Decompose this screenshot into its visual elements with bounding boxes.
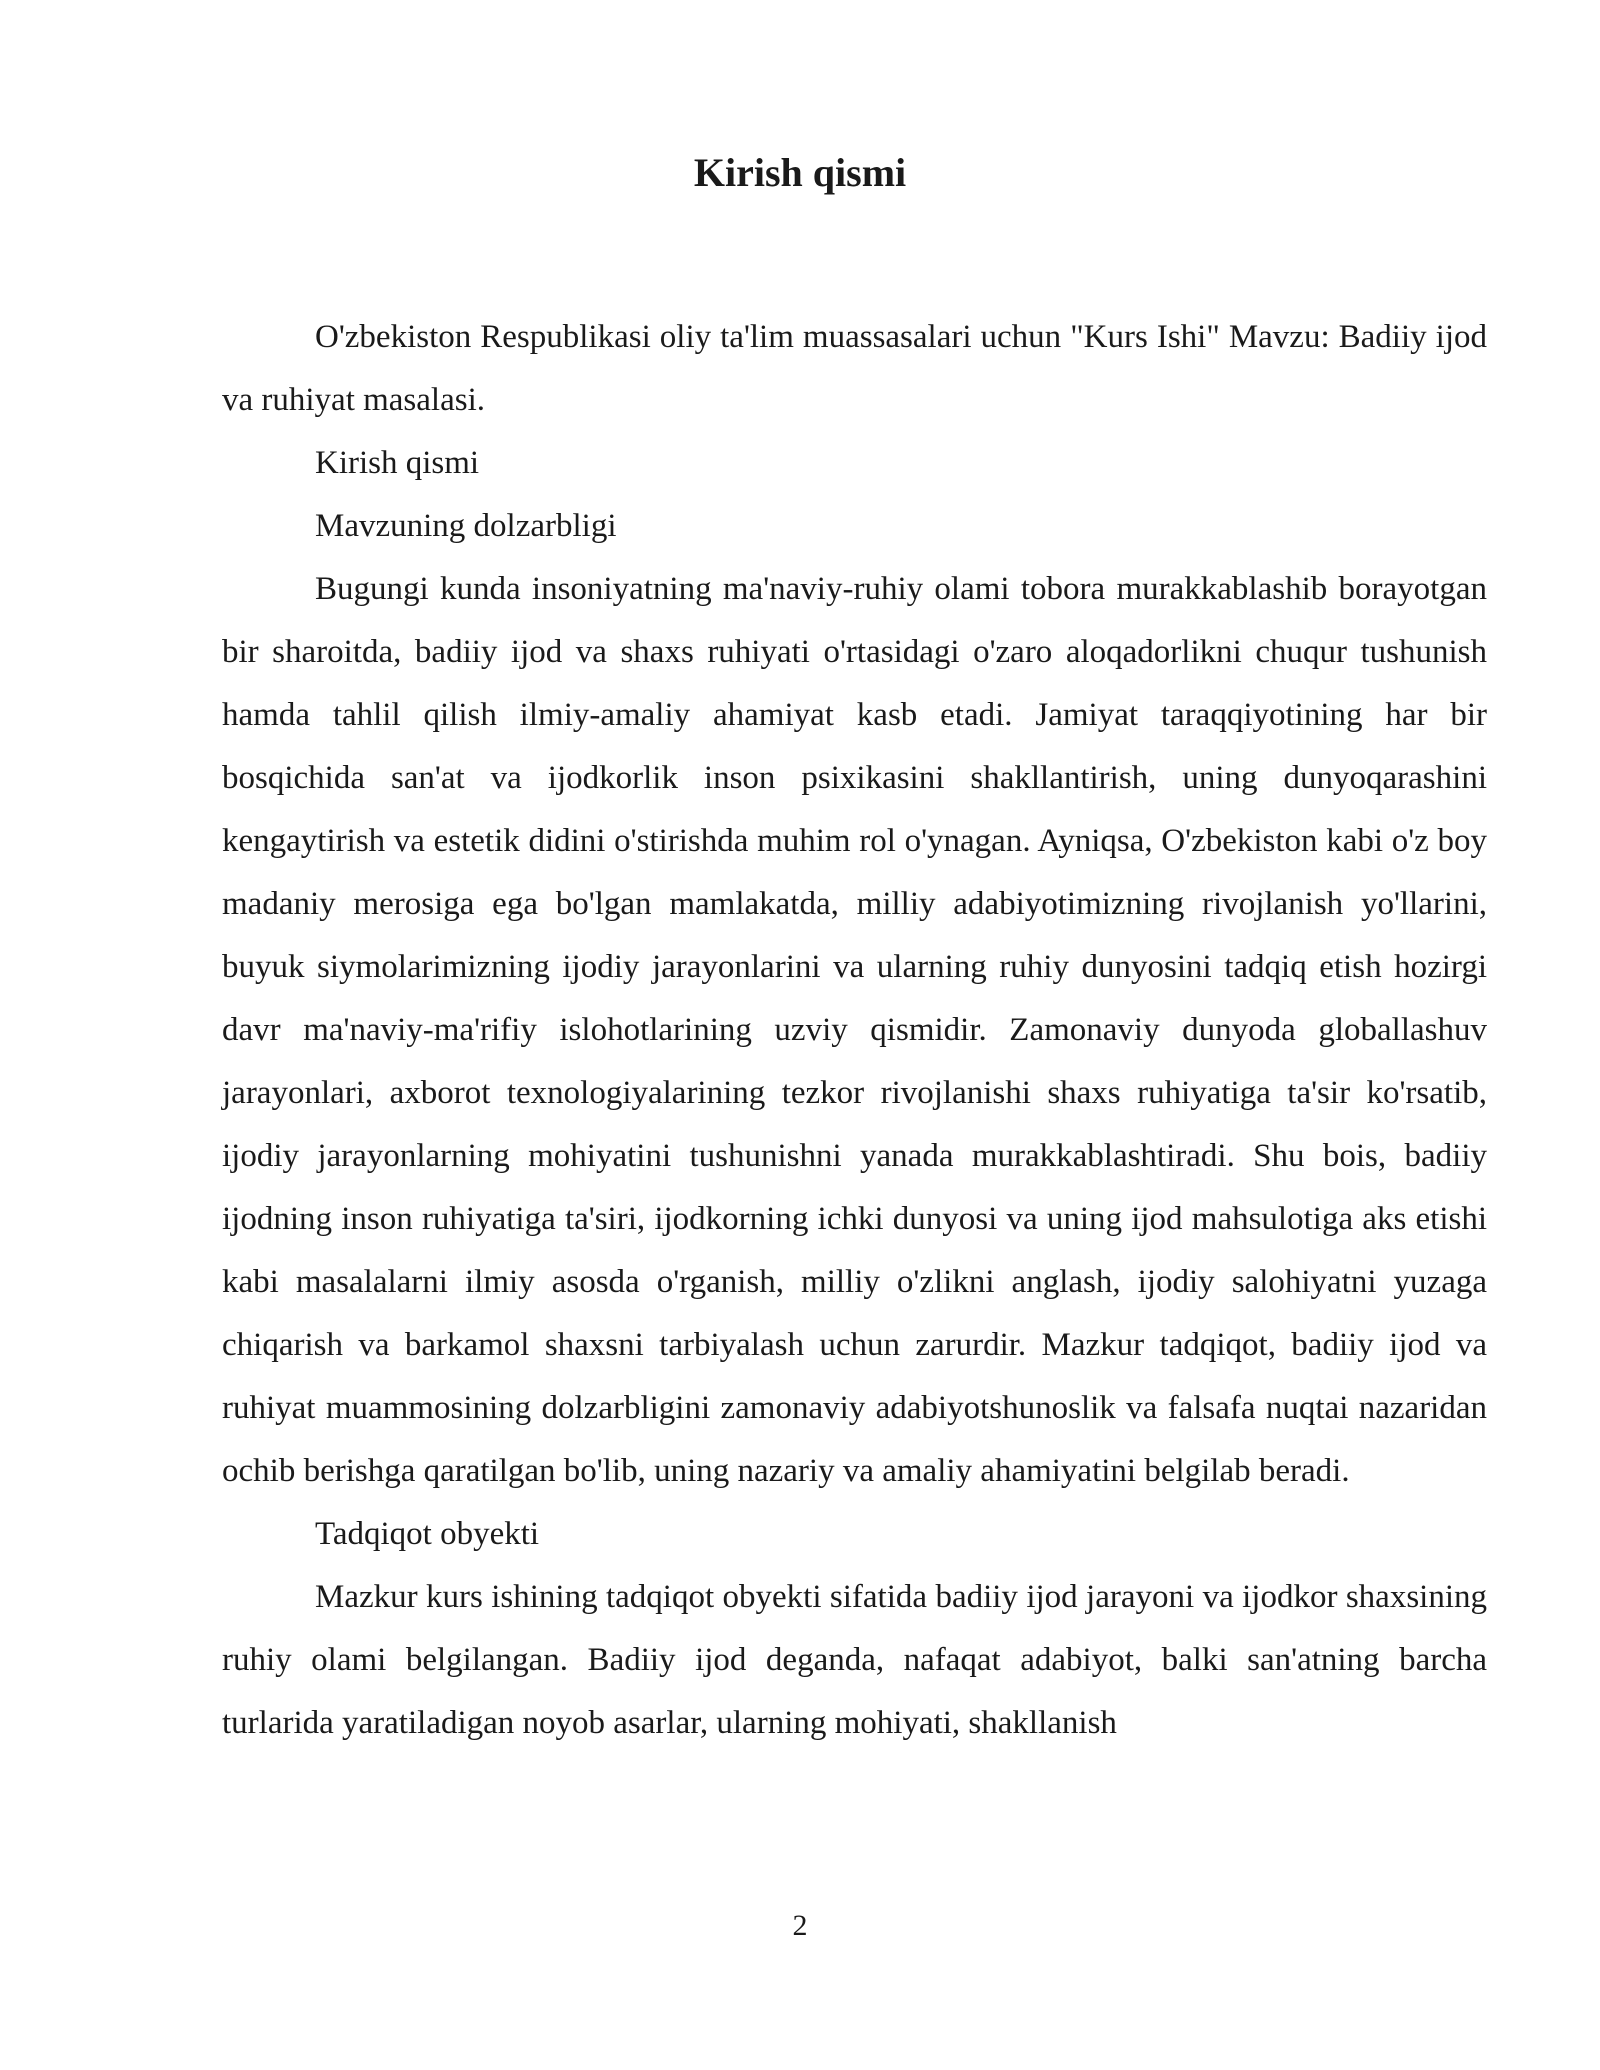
- paragraph-object-heading: Tadqiqot obyekti: [315, 1516, 540, 1552]
- paragraph-relevance-heading: Mavzuning dolzarbligi: [315, 508, 617, 544]
- page-number: 2: [792, 1909, 808, 1942]
- paragraph-section-heading: Kirish qismi: [315, 445, 480, 481]
- document-body: [222, 306, 1487, 1755]
- paragraph-relevance-body: Bugungi kunda insoniyatning ma'naviy-ruhiy olami tobora murakkablashib borayotgan bir sharoitda, badiiy ijod va shaxs ruhiyati o'rtasidagi o'zaro aloqadorlikni chuqur tushunish hamda tahlil qilish ilmiy-amaliy ahamiyat kasb etadi. Jamiyat taraqqiyotining har bir bosqichida san'at va ijodkorlik inson psixikasini shakllantirish, uning dunyoqarashini kengaytirish va estetik didini o'stirishda muhim rol o'ynagan. Ayniqsa, O'zbekiston kabi o'z boy madaniy merosiga ega bo'lgan mamlakatda, milliy adabiyotimizning rivojlanish yo'llarini, buyuk siymolarimizning ijodiy jarayonlarini va ularning ruhiy dunyosini tadqiq etish hozirgi davr ma'naviy-ma'rifiy islohotlarining uzviy qismidir. Zamonaviy dunyoda globallashuv jarayonlari, axborot texnologiyalarining tezkor rivojlanishi shaxs ruhiyatiga ta'sir ko'rsatib, ijodiy jarayonlarning mohiyatini tushunishni yanada murakkablashtiradi. Shu bois, badiiy ijodning inson ruhiyatiga ta'siri, ijodkorning ichki dunyosi va uning ijod mahsulotiga aks etishi kabi masalalarni ilmiy asosda o'rganish, milliy o'zlikni anglash, ijodiy salohiyatni yuzaga chiqarish va barkamol shaxsni tarbiyalash uchun zarurdir. Mazkur tadqiqot, badiiy ijod va ruhiyat muammosining dolzarbligini zamonaviy adabiyotshunoslik va falsafa nuqtai nazaridan ochib berishga qaratilgan bo'lib, uning nazariy va amaliy ahamiyatini belgilab beradi.: [222, 571, 1487, 1489]
- page-title: Kirish qismi: [693, 150, 907, 195]
- paragraph-object-body: Mazkur kurs ishining tadqiqot obyekti sifatida badiiy ijod jarayoni va ijodkor shaxsining ruhiy olami belgilangan. Badiiy ijod deganda, nafaqat adabiyot, balki san'atning barcha turlarida yaratiladigan noyob asarlar, ularning mohiyati, shakllanish: [222, 1579, 1487, 1741]
- paragraph-intro: O'zbekiston Respublikasi oliy ta'lim muassasalari uchun "Kurs Ishi" Mavzu: Badiiy ijod va ruhiyat masalasi.: [222, 319, 1487, 418]
